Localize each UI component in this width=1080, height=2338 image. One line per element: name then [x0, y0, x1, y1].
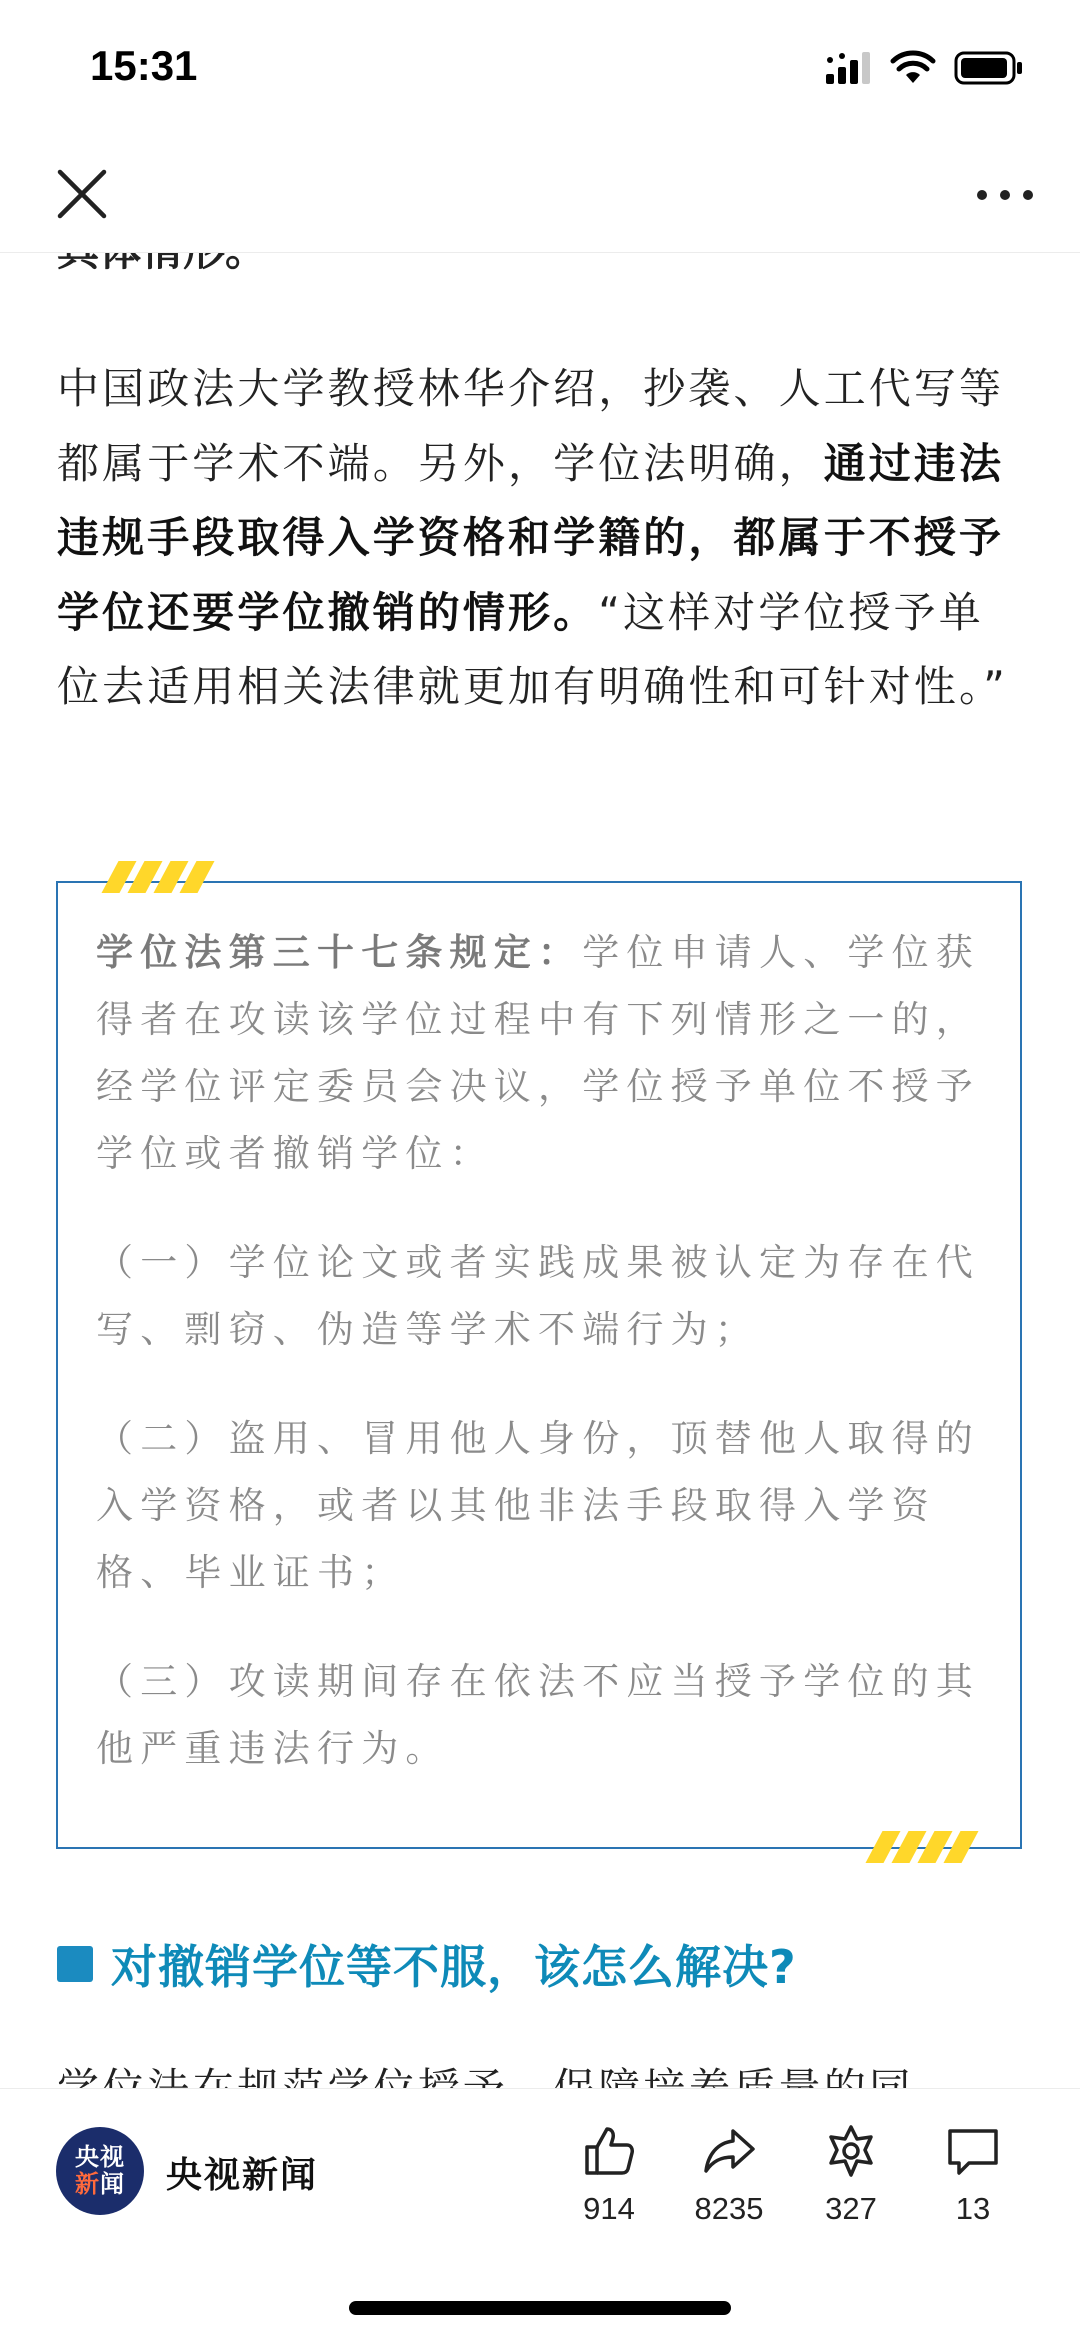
share-arrow-icon — [701, 2123, 757, 2179]
more-icon — [970, 170, 1040, 220]
status-icons — [826, 46, 1024, 90]
like-button[interactable] — [554, 2123, 664, 2227]
quote-intro-text: 学位申请人、学位获得者在攻读该学位过程中有下列情形之一的，经学位评定委员会决议，学位授予单位不授予学位或者撤销学位： — [96, 931, 981, 1175]
logo-line-2 — [56, 2171, 144, 2198]
comment-button[interactable] — [918, 2123, 1028, 2227]
home-indicator[interactable] — [349, 2301, 731, 2315]
cellular-signal-icon — [826, 52, 872, 84]
quote-item-2: （二）盗用、冒用他人身份，顶替他人取得的入学资格，或者以其他非法手段取得入学资格、毕业证书； — [96, 1417, 980, 1594]
star-icon — [823, 2123, 879, 2179]
logo-line-1: 央视 — [75, 2143, 125, 2171]
bottom-action-bar — [0, 2088, 1080, 2338]
quote-item-1: （一）学位论文或者实践成果被认定为存在代写、剽窃、伪造等学术不端行为； — [96, 1241, 980, 1351]
section-title-text: 对撤销学位等不服，该怎么解决? — [111, 1940, 797, 1994]
comment-count: 13 — [955, 2191, 991, 2226]
source-name[interactable]: 央视新闻 — [166, 2155, 319, 2196]
quote-item-3: （三）攻读期间存在依法不应当授予学位的其他严重违法行为。 — [96, 1660, 980, 1770]
decorative-stripes-icon — [110, 861, 206, 893]
section-marker-icon — [57, 1946, 93, 1982]
paragraph-quote-text: “这样对学位授予单位去适用相关法律就更加有明确性和可针对性。” — [57, 587, 1008, 711]
favorite-button[interactable] — [796, 2123, 906, 2227]
share-button[interactable] — [674, 2123, 784, 2227]
close-icon — [52, 164, 112, 224]
article-paragraph — [57, 352, 1027, 725]
logo-char: 闻 — [100, 2170, 125, 2198]
nav-bar — [0, 140, 1080, 253]
law-quote-box — [56, 881, 1022, 1849]
thumbs-up-icon — [581, 2123, 637, 2179]
wifi-icon — [890, 51, 936, 85]
source-avatar[interactable] — [56, 2127, 144, 2215]
decorative-stripes-icon — [874, 1831, 970, 1863]
quote-label: 学位法第三十七条规定： — [96, 931, 583, 974]
quote-intro — [96, 919, 986, 1187]
more-options-button[interactable] — [970, 170, 1040, 220]
comment-bubble-icon — [945, 2123, 1001, 2179]
paragraph-bold-text: 通过违法违规手段取得入学资格和学籍的，都属于不授予学位还要学位撤销的情形。 — [57, 438, 1005, 637]
logo-char-red: 新 — [75, 2170, 100, 2198]
status-time: 15:31 — [90, 42, 198, 89]
battery-icon — [954, 51, 1024, 85]
favorite-count: 327 — [825, 2191, 877, 2226]
like-count: 914 — [583, 2191, 635, 2226]
quote-box-text — [96, 919, 986, 1824]
paragraph-text: 中国政法大学教授林华介绍，抄袭、人工代写等都属于学术不端。另外，学位法明确， — [57, 364, 1005, 488]
close-button[interactable] — [52, 164, 112, 224]
status-bar — [0, 0, 1080, 140]
article-body[interactable] — [0, 252, 1080, 2088]
section-heading — [57, 1932, 797, 1996]
share-count: 8235 — [694, 2191, 764, 2226]
